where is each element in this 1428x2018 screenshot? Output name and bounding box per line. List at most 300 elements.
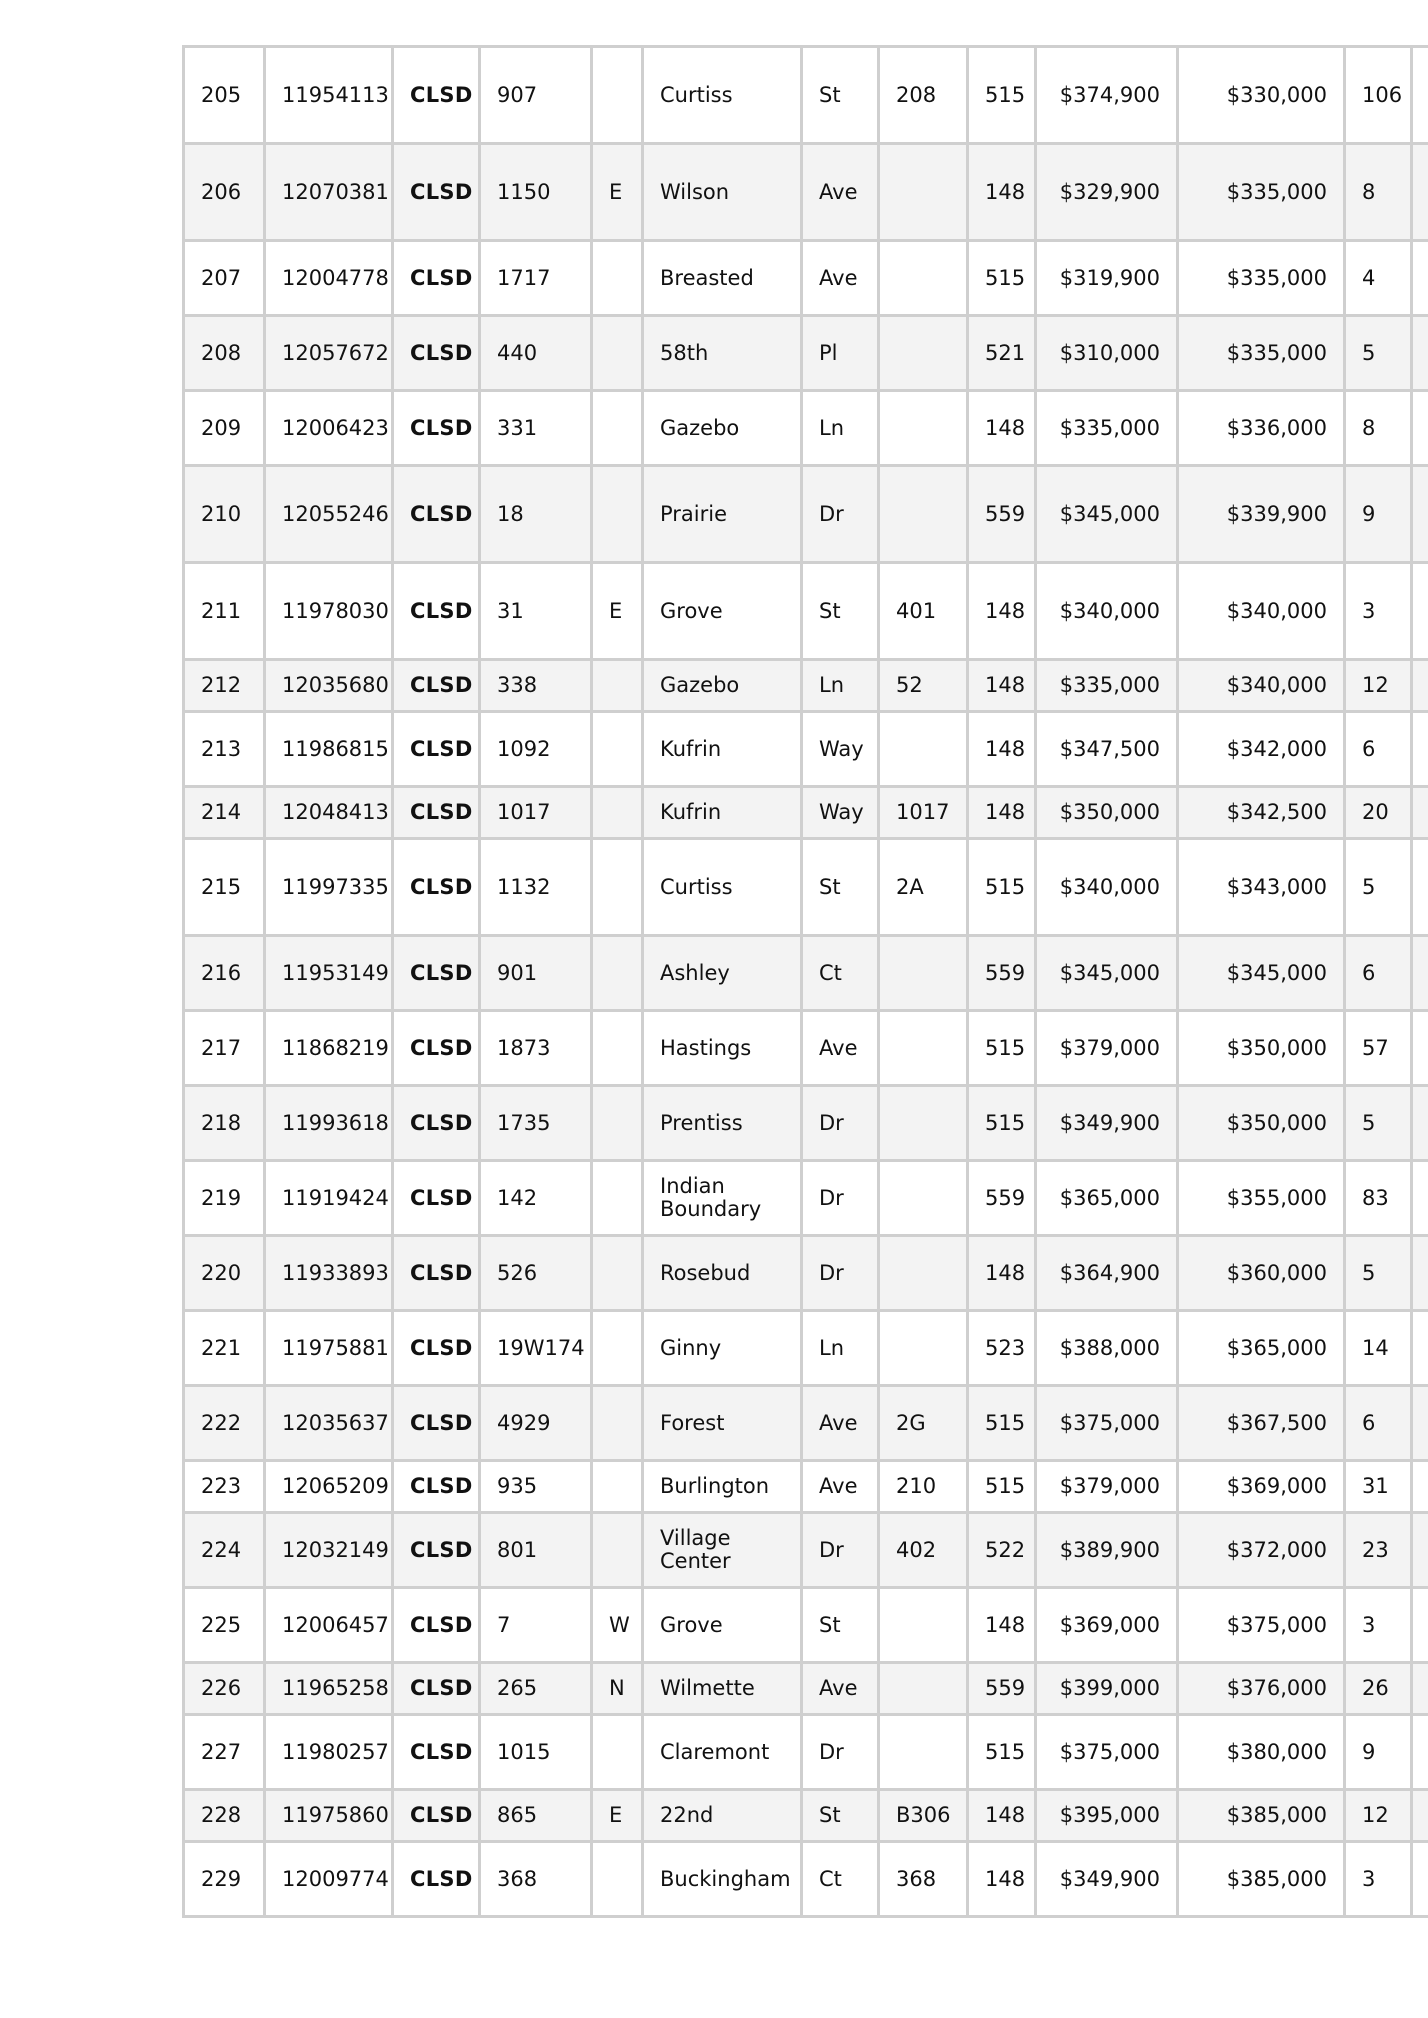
- street-suffix: Ave: [802, 1663, 879, 1715]
- street-name: 22nd: [643, 1790, 802, 1842]
- street-direction: [592, 1513, 643, 1588]
- unit-number: [879, 144, 968, 241]
- sold-price: $375,000: [1178, 1588, 1345, 1663]
- table-row: [184, 1842, 1428, 1917]
- status-cell: CLSD: [393, 144, 480, 241]
- overflow-column-cell: [1412, 1513, 1428, 1588]
- sold-price: $336,000: [1178, 391, 1345, 466]
- list-price: $319,900: [1036, 241, 1178, 316]
- status-cell: CLSD: [393, 1311, 480, 1386]
- market-time: 5: [1345, 316, 1412, 391]
- table-row: [184, 47, 1428, 144]
- table-row: [184, 1386, 1428, 1461]
- row-number: 222: [184, 1386, 265, 1461]
- table-row: [184, 660, 1428, 712]
- mls-number: 12009774: [265, 1842, 393, 1917]
- table-row: [184, 391, 1428, 466]
- row-number: 208: [184, 316, 265, 391]
- street-name: Forest: [643, 1386, 802, 1461]
- overflow-column-cell: [1412, 1236, 1428, 1311]
- market-time: 26: [1345, 1663, 1412, 1715]
- market-time: 6: [1345, 1386, 1412, 1461]
- sold-price: $385,000: [1178, 1842, 1345, 1917]
- street-number: 1717: [480, 241, 592, 316]
- area-code: 148: [968, 144, 1036, 241]
- list-price: $350,000: [1036, 787, 1178, 839]
- row-number: 214: [184, 787, 265, 839]
- list-price: $375,000: [1036, 1386, 1178, 1461]
- street-suffix: Pl: [802, 316, 879, 391]
- overflow-column-cell: [1412, 1790, 1428, 1842]
- street-number: 907: [480, 47, 592, 144]
- overflow-column-cell: [1412, 47, 1428, 144]
- area-code: 522: [968, 1513, 1036, 1588]
- list-price: $365,000: [1036, 1161, 1178, 1236]
- unit-number: [879, 1715, 968, 1790]
- mls-number: 11919424: [265, 1161, 393, 1236]
- row-number: 211: [184, 563, 265, 660]
- street-number: 265: [480, 1663, 592, 1715]
- list-price: $345,000: [1036, 936, 1178, 1011]
- street-number: 142: [480, 1161, 592, 1236]
- table-row: [184, 839, 1428, 936]
- street-name: Gazebo: [643, 391, 802, 466]
- mls-number: 11978030: [265, 563, 393, 660]
- street-suffix: Ave: [802, 1461, 879, 1513]
- overflow-column-cell: [1412, 660, 1428, 712]
- sold-price: $335,000: [1178, 316, 1345, 391]
- sold-price: $345,000: [1178, 936, 1345, 1011]
- market-time: 5: [1345, 1236, 1412, 1311]
- area-code: 148: [968, 1588, 1036, 1663]
- mls-number: 11953149: [265, 936, 393, 1011]
- street-suffix: St: [802, 1790, 879, 1842]
- status-cell: CLSD: [393, 1386, 480, 1461]
- street-name: Wilmette: [643, 1663, 802, 1715]
- status-cell: CLSD: [393, 47, 480, 144]
- street-direction: [592, 1311, 643, 1386]
- row-number: 209: [184, 391, 265, 466]
- unit-number: 210: [879, 1461, 968, 1513]
- street-name: Burlington: [643, 1461, 802, 1513]
- list-price: $349,900: [1036, 1086, 1178, 1161]
- table-row: [184, 1461, 1428, 1513]
- overflow-column-cell: [1412, 466, 1428, 563]
- market-time: 12: [1345, 660, 1412, 712]
- street-number: 1092: [480, 712, 592, 787]
- status-cell: CLSD: [393, 316, 480, 391]
- street-direction: [592, 1236, 643, 1311]
- unit-number: 52: [879, 660, 968, 712]
- street-name: Curtiss: [643, 839, 802, 936]
- market-time: 6: [1345, 936, 1412, 1011]
- market-time: 8: [1345, 144, 1412, 241]
- unit-number: [879, 466, 968, 563]
- list-price: $349,900: [1036, 1842, 1178, 1917]
- table-row: [184, 1086, 1428, 1161]
- list-price: $395,000: [1036, 1790, 1178, 1842]
- unit-number: [879, 1236, 968, 1311]
- unit-number: 401: [879, 563, 968, 660]
- area-code: 515: [968, 1386, 1036, 1461]
- row-number: 225: [184, 1588, 265, 1663]
- table-row: [184, 563, 1428, 660]
- sold-price: $330,000: [1178, 47, 1345, 144]
- row-number: 221: [184, 1311, 265, 1386]
- list-price: $345,000: [1036, 466, 1178, 563]
- status-cell: CLSD: [393, 563, 480, 660]
- row-number: 224: [184, 1513, 265, 1588]
- sold-price: $335,000: [1178, 241, 1345, 316]
- market-time: 3: [1345, 563, 1412, 660]
- street-suffix: Dr: [802, 1236, 879, 1311]
- mls-number: 12032149: [265, 1513, 393, 1588]
- market-time: 20: [1345, 787, 1412, 839]
- unit-number: [879, 241, 968, 316]
- street-name: Buckingham: [643, 1842, 802, 1917]
- mls-number: 12055246: [265, 466, 393, 563]
- street-suffix: Dr: [802, 1715, 879, 1790]
- sold-price: $340,000: [1178, 660, 1345, 712]
- overflow-column-cell: [1412, 1011, 1428, 1086]
- overflow-column-cell: [1412, 1842, 1428, 1917]
- market-time: 5: [1345, 839, 1412, 936]
- area-code: 559: [968, 936, 1036, 1011]
- sold-price: $350,000: [1178, 1011, 1345, 1086]
- street-name: Prairie: [643, 466, 802, 563]
- street-suffix: Ave: [802, 1011, 879, 1086]
- list-price: $335,000: [1036, 660, 1178, 712]
- overflow-column-cell: [1412, 1386, 1428, 1461]
- row-number: 220: [184, 1236, 265, 1311]
- street-direction: W: [592, 1588, 643, 1663]
- row-number: 207: [184, 241, 265, 316]
- mls-number: 12035637: [265, 1386, 393, 1461]
- mls-number: 12035680: [265, 660, 393, 712]
- street-suffix: Ct: [802, 1842, 879, 1917]
- area-code: 559: [968, 1663, 1036, 1715]
- street-suffix: Dr: [802, 1513, 879, 1588]
- unit-number: [879, 1011, 968, 1086]
- mls-number: 12004778: [265, 241, 393, 316]
- overflow-column-cell: [1412, 787, 1428, 839]
- status-cell: CLSD: [393, 1715, 480, 1790]
- table-row: [184, 1513, 1428, 1588]
- unit-number: [879, 1086, 968, 1161]
- list-price: $388,000: [1036, 1311, 1178, 1386]
- market-time: 57: [1345, 1011, 1412, 1086]
- overflow-column-cell: [1412, 1086, 1428, 1161]
- street-name: Claremont: [643, 1715, 802, 1790]
- market-time: 14: [1345, 1311, 1412, 1386]
- area-code: 521: [968, 316, 1036, 391]
- sold-price: $335,000: [1178, 144, 1345, 241]
- table-row: [184, 1715, 1428, 1790]
- list-price: $399,000: [1036, 1663, 1178, 1715]
- status-cell: CLSD: [393, 1842, 480, 1917]
- market-time: 6: [1345, 712, 1412, 787]
- overflow-column-cell: [1412, 1588, 1428, 1663]
- street-direction: [592, 787, 643, 839]
- area-code: 148: [968, 1842, 1036, 1917]
- mls-number: 11975860: [265, 1790, 393, 1842]
- row-number: 206: [184, 144, 265, 241]
- area-code: 148: [968, 391, 1036, 466]
- street-direction: E: [592, 1790, 643, 1842]
- unit-number: [879, 391, 968, 466]
- street-direction: [592, 1011, 643, 1086]
- street-direction: E: [592, 144, 643, 241]
- overflow-column-cell: [1412, 316, 1428, 391]
- market-time: 23: [1345, 1513, 1412, 1588]
- row-number: 205: [184, 47, 265, 144]
- list-price: $375,000: [1036, 1715, 1178, 1790]
- list-price: $340,000: [1036, 563, 1178, 660]
- listings-table: [182, 45, 1428, 1918]
- sold-price: $339,900: [1178, 466, 1345, 563]
- overflow-column-cell: [1412, 936, 1428, 1011]
- sold-price: $355,000: [1178, 1161, 1345, 1236]
- status-cell: CLSD: [393, 712, 480, 787]
- street-direction: [592, 936, 643, 1011]
- overflow-column-cell: [1412, 1311, 1428, 1386]
- mls-number: 11997335: [265, 839, 393, 936]
- market-time: 4: [1345, 241, 1412, 316]
- unit-number: B306: [879, 1790, 968, 1842]
- sold-price: $367,500: [1178, 1386, 1345, 1461]
- mls-number: 11975881: [265, 1311, 393, 1386]
- status-cell: CLSD: [393, 1236, 480, 1311]
- street-number: 368: [480, 1842, 592, 1917]
- status-cell: CLSD: [393, 1011, 480, 1086]
- street-direction: [592, 241, 643, 316]
- status-cell: CLSD: [393, 1161, 480, 1236]
- market-time: 8: [1345, 391, 1412, 466]
- list-price: $379,000: [1036, 1461, 1178, 1513]
- status-cell: CLSD: [393, 1663, 480, 1715]
- street-direction: [592, 391, 643, 466]
- row-number: 215: [184, 839, 265, 936]
- area-code: 559: [968, 1161, 1036, 1236]
- row-number: 219: [184, 1161, 265, 1236]
- table-row: [184, 316, 1428, 391]
- overflow-column-cell: [1412, 1663, 1428, 1715]
- street-direction: [592, 1386, 643, 1461]
- street-number: 4929: [480, 1386, 592, 1461]
- overflow-column-cell: [1412, 1461, 1428, 1513]
- area-code: 515: [968, 1715, 1036, 1790]
- status-cell: CLSD: [393, 787, 480, 839]
- sold-price: $372,000: [1178, 1513, 1345, 1588]
- mls-number: 12070381: [265, 144, 393, 241]
- street-name: Kufrin: [643, 712, 802, 787]
- table-row: [184, 787, 1428, 839]
- list-price: $379,000: [1036, 1011, 1178, 1086]
- status-cell: CLSD: [393, 241, 480, 316]
- status-cell: CLSD: [393, 1790, 480, 1842]
- mls-number: 11986815: [265, 712, 393, 787]
- street-direction: [592, 839, 643, 936]
- overflow-column-cell: [1412, 144, 1428, 241]
- unit-number: [879, 1588, 968, 1663]
- street-number: 1017: [480, 787, 592, 839]
- list-price: $374,900: [1036, 47, 1178, 144]
- listings-sheet: [182, 45, 1428, 1920]
- street-number: 31: [480, 563, 592, 660]
- unit-number: [879, 712, 968, 787]
- table-row: [184, 1011, 1428, 1086]
- table-row: [184, 1588, 1428, 1663]
- area-code: 148: [968, 1236, 1036, 1311]
- street-name: Grove: [643, 563, 802, 660]
- street-direction: [592, 47, 643, 144]
- unit-number: 402: [879, 1513, 968, 1588]
- street-suffix: Ave: [802, 241, 879, 316]
- area-code: 515: [968, 47, 1036, 144]
- street-name: Grove: [643, 1588, 802, 1663]
- unit-number: [879, 1663, 968, 1715]
- street-direction: [592, 316, 643, 391]
- unit-number: [879, 316, 968, 391]
- market-time: 12: [1345, 1790, 1412, 1842]
- street-suffix: St: [802, 47, 879, 144]
- mls-number: 11965258: [265, 1663, 393, 1715]
- list-price: $329,900: [1036, 144, 1178, 241]
- mls-number: 12006457: [265, 1588, 393, 1663]
- street-suffix: Way: [802, 787, 879, 839]
- overflow-column-cell: [1412, 839, 1428, 936]
- sold-price: $380,000: [1178, 1715, 1345, 1790]
- street-number: 338: [480, 660, 592, 712]
- street-direction: [592, 1842, 643, 1917]
- street-number: 935: [480, 1461, 592, 1513]
- area-code: 523: [968, 1311, 1036, 1386]
- sold-price: $365,000: [1178, 1311, 1345, 1386]
- status-cell: CLSD: [393, 660, 480, 712]
- status-cell: CLSD: [393, 1086, 480, 1161]
- unit-number: 2A: [879, 839, 968, 936]
- overflow-column-cell: [1412, 241, 1428, 316]
- area-code: 559: [968, 466, 1036, 563]
- street-suffix: Ln: [802, 391, 879, 466]
- sold-price: $342,500: [1178, 787, 1345, 839]
- street-name: Village Center: [643, 1513, 802, 1588]
- list-price: $335,000: [1036, 391, 1178, 466]
- street-number: 901: [480, 936, 592, 1011]
- market-time: 9: [1345, 466, 1412, 563]
- street-number: 865: [480, 1790, 592, 1842]
- sold-price: $360,000: [1178, 1236, 1345, 1311]
- table-row: [184, 1311, 1428, 1386]
- mls-number: 11868219: [265, 1011, 393, 1086]
- status-cell: CLSD: [393, 1588, 480, 1663]
- street-name: Curtiss: [643, 47, 802, 144]
- mls-number: 12057672: [265, 316, 393, 391]
- area-code: 148: [968, 563, 1036, 660]
- street-direction: [592, 1161, 643, 1236]
- area-code: 515: [968, 1461, 1036, 1513]
- area-code: 515: [968, 839, 1036, 936]
- overflow-column-cell: [1412, 563, 1428, 660]
- street-name: Ashley: [643, 936, 802, 1011]
- street-direction: [592, 660, 643, 712]
- area-code: 148: [968, 1790, 1036, 1842]
- street-suffix: St: [802, 839, 879, 936]
- mls-number: 12048413: [265, 787, 393, 839]
- street-name: Kufrin: [643, 787, 802, 839]
- area-code: 148: [968, 660, 1036, 712]
- street-direction: E: [592, 563, 643, 660]
- list-price: $389,900: [1036, 1513, 1178, 1588]
- row-number: 228: [184, 1790, 265, 1842]
- street-name: Indian Boundary: [643, 1161, 802, 1236]
- mls-number: 11933893: [265, 1236, 393, 1311]
- list-price: $347,500: [1036, 712, 1178, 787]
- street-number: 7: [480, 1588, 592, 1663]
- street-suffix: Ln: [802, 1311, 879, 1386]
- street-suffix: Dr: [802, 1086, 879, 1161]
- overflow-column-cell: [1412, 391, 1428, 466]
- street-number: 1873: [480, 1011, 592, 1086]
- row-number: 227: [184, 1715, 265, 1790]
- street-number: 440: [480, 316, 592, 391]
- street-number: 801: [480, 1513, 592, 1588]
- status-cell: CLSD: [393, 466, 480, 563]
- street-direction: [592, 1086, 643, 1161]
- list-price: $369,000: [1036, 1588, 1178, 1663]
- overflow-column-cell: [1412, 1161, 1428, 1236]
- row-number: 216: [184, 936, 265, 1011]
- street-suffix: Dr: [802, 1161, 879, 1236]
- street-suffix: Way: [802, 712, 879, 787]
- sold-price: $385,000: [1178, 1790, 1345, 1842]
- row-number: 229: [184, 1842, 265, 1917]
- status-cell: CLSD: [393, 1461, 480, 1513]
- unit-number: [879, 1161, 968, 1236]
- street-suffix: Ave: [802, 144, 879, 241]
- table-row: [184, 1663, 1428, 1715]
- overflow-column-cell: [1412, 1715, 1428, 1790]
- street-name: Prentiss: [643, 1086, 802, 1161]
- street-direction: [592, 712, 643, 787]
- table-row: [184, 466, 1428, 563]
- sold-price: $343,000: [1178, 839, 1345, 936]
- table-row: [184, 241, 1428, 316]
- market-time: 9: [1345, 1715, 1412, 1790]
- street-name: Hastings: [643, 1011, 802, 1086]
- market-time: 3: [1345, 1842, 1412, 1917]
- street-name: Rosebud: [643, 1236, 802, 1311]
- street-number: 1150: [480, 144, 592, 241]
- street-suffix: St: [802, 563, 879, 660]
- mls-number: 12006423: [265, 391, 393, 466]
- market-time: 31: [1345, 1461, 1412, 1513]
- street-number: 19W174: [480, 1311, 592, 1386]
- street-name: Breasted: [643, 241, 802, 316]
- area-code: 148: [968, 787, 1036, 839]
- market-time: 106: [1345, 47, 1412, 144]
- area-code: 148: [968, 712, 1036, 787]
- area-code: 515: [968, 1086, 1036, 1161]
- street-name: Ginny: [643, 1311, 802, 1386]
- street-number: 1132: [480, 839, 592, 936]
- table-row: [184, 1790, 1428, 1842]
- unit-number: [879, 1311, 968, 1386]
- area-code: 515: [968, 241, 1036, 316]
- street-number: 1015: [480, 1715, 592, 1790]
- area-code: 515: [968, 1011, 1036, 1086]
- row-number: 217: [184, 1011, 265, 1086]
